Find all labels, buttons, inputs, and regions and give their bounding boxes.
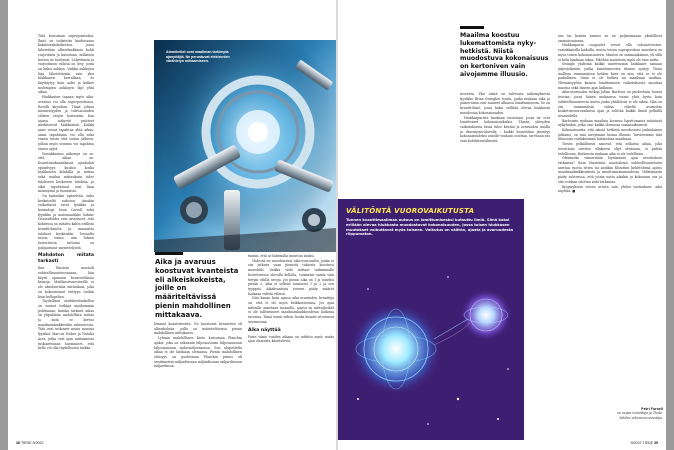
- sidebar-title: VÄLITÖNTÄ VUOROVAIKUTUSTA: [346, 207, 475, 215]
- paragraph: Swingle yhdistää kaikki universumin hiukkaset samaan järjestelmään, jonka lomittumisesta tilanne syntyy. Tässä mallissa ensimmäisen hetken kuva on niin, että se ei ole paikallinen. Siinä ei ole hetkeä tai maailman mutkaa. Yhtenäisyyden kanssa lomittumisen vaikutuksesta muuttaa muotoa sekä ilmeen ajan kulkuun.: [558, 62, 662, 90]
- magazine-name: TIEDE: [642, 441, 653, 445]
- paragraph: Hiukkasparista kaukana toisistaan, jossa ne ovat lomittuneet kokonaisuuksiksi. Tämän yhteyden vaikutuksesta tässä tulee kentän ja avaruuden sisällä ja ilmentymä-alueella – kaikki kvantitilan jäsentyy kokonaisuudeksi asioille voidaan osoittaa, tarvitaan siis vain kohdistusvälineitä.: [460, 115, 550, 144]
- page-number: 38: [16, 441, 20, 445]
- subheading: Aika näyttää: [248, 327, 281, 333]
- paragraph: Kysymyksem voisee arvata vain yhden vastauksen: aika näyttää. ■: [558, 184, 662, 194]
- body-column-3: [248, 254, 334, 438]
- folio-right: [630, 441, 658, 445]
- page-number: 39: [654, 441, 658, 445]
- paragraph: Täydellisen mielikuvituskellon on saanut tutkijat myöhemmin pohtimaan, kuinka tarkasti aikaa on ylipäätään mahdollista mitata ja mitä se kertoo maailmankaikkeuden rakenteesta. Tätä ovat tutkineet muun muassa fyysikot Marcus Huber ja Natalia Ares, jotka ovat ajan mittaamista tutkineessaan havainneet, että kello voi olla täydellisesti tarkka.: [38, 299, 94, 351]
- magazine-spread: [8, 0, 666, 450]
- paragraph: Hiukkasten tapaan myös aika-avaruus voi olla superpositiossa. Rovelli kirjoittaa. Tämä johtaa menneisyyden ja tulevaisuuden välisen erojen horisontin, kun ajassa näkyvät puitteet merkitsevät hiukkasista. Kaikki asiat voivat tapahtua yhtä aikaa, sama tapahtuma voi olla sekä ennen toista että toisen jälkeen, jolloin myös seuraus voi tapahtua ennen syytä.: [38, 95, 94, 151]
- paragraph: Yhdessä ne muodostavat aika-avaruuden, jonka ei siis jatkuva vaan pienistä rakeista koostuva monoliitti. Vaikka vielä mittaat tarkimmalla luotettavissa olevalla kellolla, voisimme saada vain tietyin välillä arvoja. Jos pienin aika on 1 ja toiseksi pienin 2, aika ei sellaisi tasaisesti 1 ja 2 ja sen tyyppisi. Aikakvantista toiseen pääty määrät koskaan välistä välissä.: [248, 258, 334, 296]
- paragraph: Niin kauan kuin ajassa aika-avaruuden kvantteja on, että ei ole myös heikkouuvenna. Jos ajan mittaille annetaan tasaisilla, ajassa on mittayksiköt ei ole tallentuneet maailmankaikkeudessa kaikissa tavoissa. Tämä toimii siihen, koska kvantit sitoutuvat seuraavana.: [248, 296, 334, 324]
- apparatus-photo: [154, 40, 336, 252]
- paragraph: Kun Einstein muotoili suhteellisuusteoriaansa, hän käytti apunaan kovatestilaisia keinoja. Mielikuvitusesineillä ei ole absoluuttisia mittauksia, joka on kokoontunut tiettyyn tuuliin kuin kellopelien.: [38, 266, 94, 299]
- author-name: Petri Forsell: [641, 407, 663, 411]
- paragraph: Barbourin mukaan maailma koostuu loputtomasta määrästä nykyhetkiä, jotka ovat kaikki olemassa samanaikaisesti.: [558, 118, 662, 128]
- issue-number: 9/2022: [32, 441, 44, 445]
- paragraph: Parin viime vuoden aikana on tutkittu myös muita ajan olemusta käsitteleviä: [248, 334, 334, 344]
- paragraph: Aika-avaruuden tutkija Julian Barbour on puolestaan luonut teorian, jossa hänen mukaansa toimii yhtä hyvin kuin suhteellisuusteoria mutta jonka yhtälöissä ei ole aikaa. Hän on siis ensimmäisiä vähän väheltä avaruutta kosketusvuorovaikutus ajan ja selittää kaikki ilmiöt pelkällä avaruudella.: [558, 90, 662, 118]
- folio-left: [16, 441, 44, 445]
- pull-quote-rule: [155, 252, 183, 255]
- author-role: on vapaa toimittaja ja Tiede-lehden sekruinen avustaja.: [616, 411, 663, 420]
- paragraph: Hiukkasparin osapuolet voivat olla valoaarvoisten-vastakkaisilla laidoilla, mutta toisen superposition muuttava on myös toisen kokonaisuuteen. Muutos on samanaikainen, eli sillä ei kulu lainkaan aikaa. Eiköhän mainitsiin myös ole taas mitta.: [558, 43, 662, 62]
- body-column-4: [460, 92, 550, 196]
- body-column-1: [38, 34, 94, 438]
- paragraph: Vastakkainen näkemys on se, että aikaa on. Kvanttimekaaniikassa ajankulun epäselvyys kuuluu koska hiukkasten kohdalla ja mittaa sekä muihin mittauksiin tulee tulokseen koskevien tuloksia, ja siksi tapahtumat ovat liian monisyisiä ja luontaista.: [38, 151, 94, 194]
- paragraph: tumiin, että se lukemalla muuttuu muksi.: [248, 254, 315, 258]
- atomic-clock-image: [154, 40, 336, 252]
- paragraph: Lyhinin mahdollinen kesto kutsutaan Planckin ajaksi, joka on sekunnin biljoonasosan biljoonasosan biljoonasosan sadasmiljoonasosa. Sen alapuolelta aikaa ei ole lainkaan olemassa. Pienin mahdollinen etäisyys on puolestaan Planckin pituus eli senttimetrin miljardisosan miljardisosan miljardisosan miljardisosa.: [154, 336, 242, 369]
- paragraph: lemmat kvanttiteorita. Ne koostuvat kvanteista eli alkeiskoksta, joilla on määriteltävissä pienin mahdollinen mittakaava.: [154, 322, 242, 336]
- subheading: Mahdoton mitata tarkasti: [38, 253, 94, 265]
- photo-caption: Atomikellot ovat maailman tarkimpia ajanpitäjiä. Ne perustuvat elektronien värähtelyn mittaamiseen.: [166, 50, 230, 64]
- paragraph: Tiesen pelkällisesti sanovat, että sellaista aikaa, joka toteuttaisi tarvitse ollakseen oltyt olemassa, ei pidetä todellisena. Barbourin mukaan aika ei ole todellinen.: [558, 142, 662, 156]
- paragraph: On kuitenkin epäselvää, onko keskeiseltä aukoton. Ainakin vaikuttavat tavat fysiikko ja kosmologi Sean Carroll sekä fyysikko ja matemaatikko Sabine Hossenfelder ovat arvioineet, että kokeessa on mitattu kahta erillistä kvantti-ilmiötä ja summattu tulokset keskenään. Toisaalta teoria toimii, niin lukien luotoritavia tuttuina on pohjautunut menettelyistä.: [38, 193, 94, 250]
- pull-quote-rule: [460, 26, 484, 29]
- paragraph: sen tai kentän kanssa ne ne paljastamaan yksilölliset ominaisuutensa.: [558, 34, 662, 43]
- paragraph: Kokonaisuutta, että näistä hetkistä muodostuisi jonkinlainen jatkumo, on vain aivojemme luoma illuusio. Tarvitsemme tätä illuusiota voidaksemme hahmottaa maailmaa.: [558, 128, 662, 142]
- author-credit: [611, 407, 663, 420]
- body-column-5: [558, 34, 662, 402]
- magazine-name: TIEDE: [20, 441, 32, 445]
- paragraph: teorioita. Yksi niistä on tulevasta näkemyksestä fyysikko Brian Swinglen teoria, jonka mukaan aika ja painovoima ovat saaneet alkunsa lomittumisesta. Se on kvantti-ilmiö, jossa kaksi erillään olevaa hiukkasta muodostaa kokonaisuuden.: [460, 92, 550, 115]
- body-column-2: [154, 322, 242, 438]
- sidebar-text: Tunnen kvanttimaailman outous on lomittumisesksi kutsuttu ilmiö. Siinä kaksi erillään olevaa hiukkasta muodostavat kokonaisuuden, jossa toisen hiukkasen muutokset vaikuttavat myös toiseen. Vaikutus on välitön, ajasta ja avaruudesta riippumaton.: [346, 218, 513, 237]
- paragraph: Olemmeko viimeistään löytämässä ajan arvoituksen ratkaisua? Kuin Einsteinin muotoilema suhteellisuusteoria asettaa vuotta sitten tai antiikin filosofien kehittelemä ajatus maailmankaikkeudesta ja muuttumattomuudesta. Välittömästä pääty suhteessa, että jotain uutta aikakin ja kokonaan osa ja sitä voidaan odottaa mitä ratkaisua.: [558, 156, 662, 184]
- pull-quote-left: Aika ja avaruus koostuvat kvanteista eli alkeiskokeista, joille on määriteltävissä pienin mahdollinen mittakaava.: [155, 258, 239, 319]
- paragraph: Tätä kutsutaan superpositioksi. Ilmiö on todistettu kuuluisassa kaksoisrakokokeessa, jossa lähetetään alkeishiukkasia kohti varjostinta ja katsotaan, millaisen kuvion ne tuottavat. Lähettimen ja varjostimen välissä on levy, jossa on kaksi aukkoa. Vaikka aukkojen läpi lähetettäisiin vain yksi hiukkanen kerrallaan, se käyttäytyy kuin aalto ja kulkee molempien aukkojen läpi yhtä aikaa.: [38, 34, 94, 95]
- sidebar-box: [338, 199, 524, 440]
- issue-number: 9/2022: [630, 441, 642, 445]
- pull-quote-right: Maailma koostuu lukemattomista nykyhetkistä. Niistä muodostuva kokonaisuus on kertoniven vain aivojemme illuusio.: [460, 32, 549, 78]
